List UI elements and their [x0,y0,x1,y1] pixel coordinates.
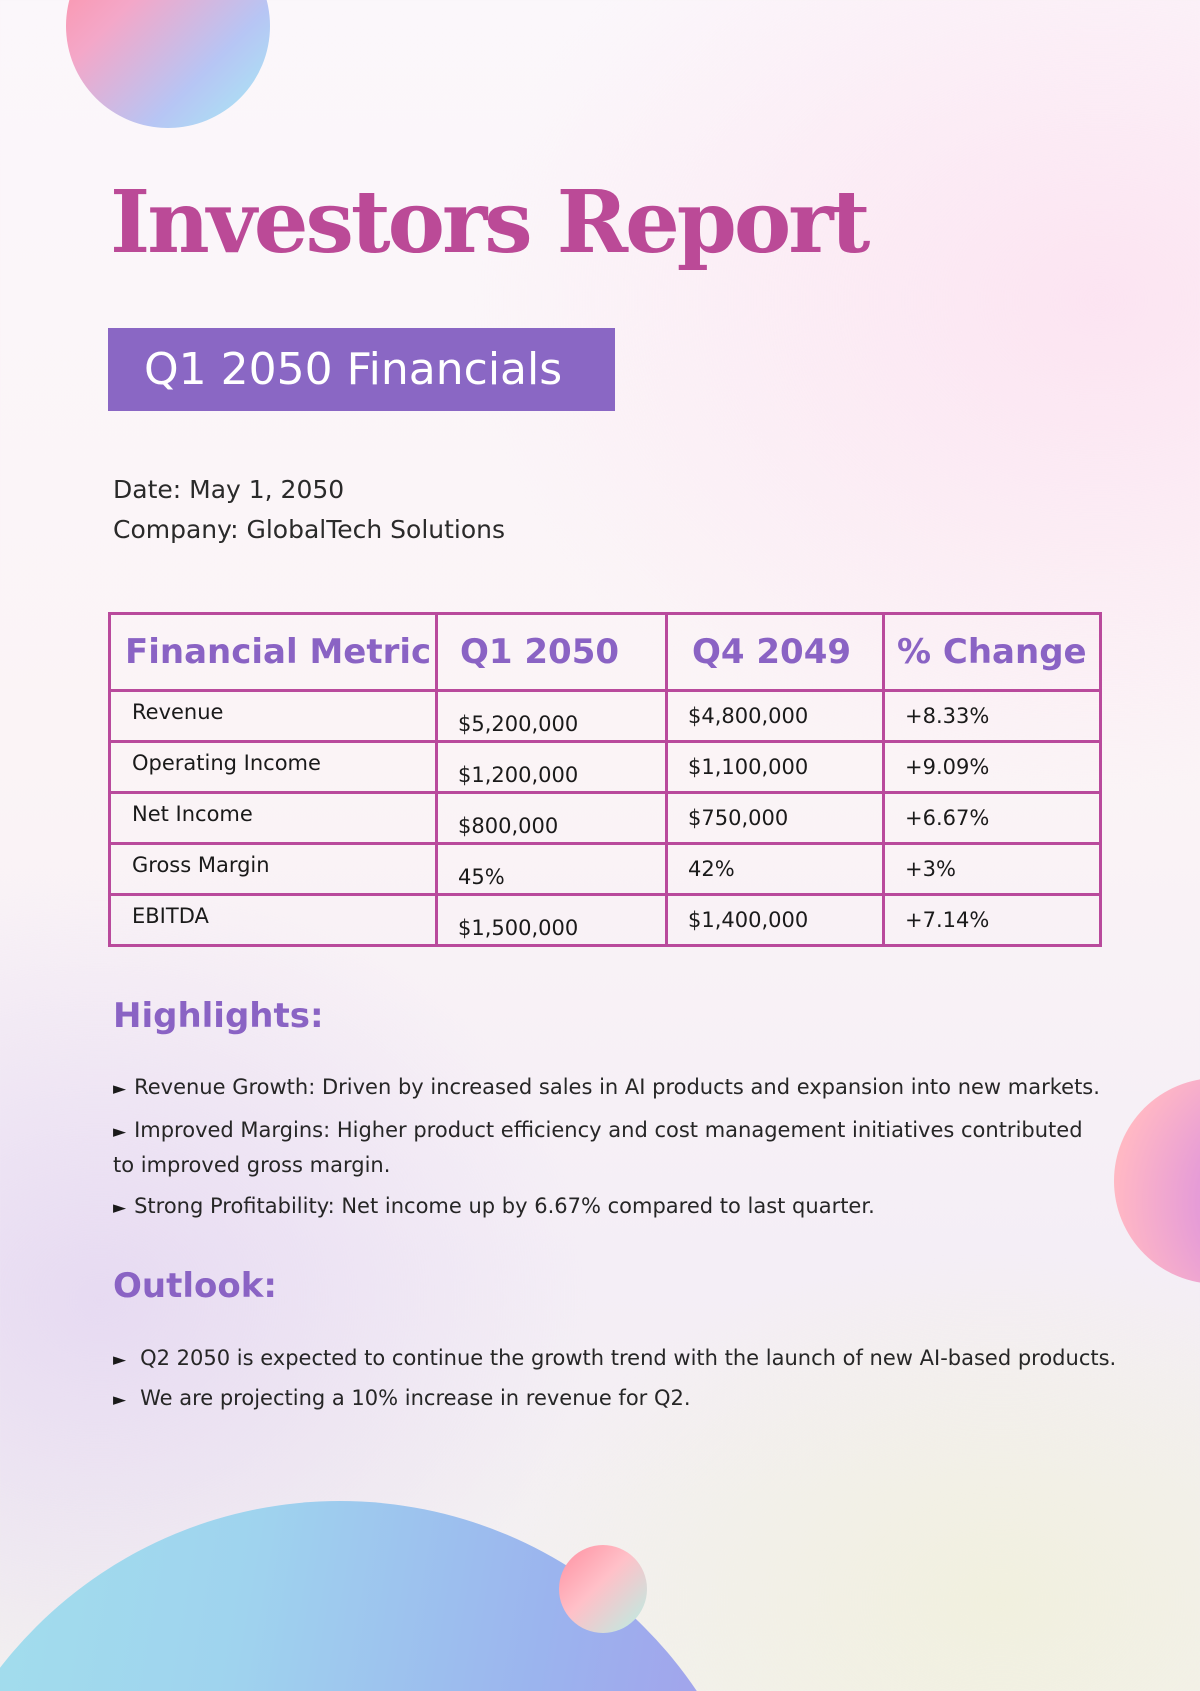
bullet-arrow-icon: ► [113,1079,127,1099]
cell-metric: Operating Income [110,742,437,793]
header-q4-2049: Q4 2049 [667,614,884,691]
list-item [113,1342,1143,1377]
cell-metric: Revenue [110,691,437,742]
decorative-orb-bottom-small [559,1545,647,1633]
outlook-list [113,1342,1143,1422]
cell-q1-2050: $1,200,000 [437,742,667,793]
report-meta [113,470,505,550]
list-item-text: We are projecting a 10% increase in revenue for Q2. [140,1386,691,1410]
bullet-arrow-icon: ► [113,1350,127,1370]
cell-q4-2049: 42% [667,844,884,895]
table-row [110,844,1101,895]
report-company: Company: GlobalTech Solutions [113,515,506,544]
subtitle-text: Q1 2050 Financials [144,344,563,395]
cell-q1-2050: $1,500,000 [437,895,667,946]
cell-metric: EBITDA [110,895,437,946]
cell-q1-2050: $800,000 [437,793,667,844]
list-item [113,1382,1143,1417]
cell-change: +7.14% [884,895,1101,946]
list-item-text: Revenue Growth: Driven by increased sales in AI products and expansion into new markets. [134,1075,1100,1099]
bullet-arrow-icon: ► [113,1198,127,1218]
cell-change: +3% [884,844,1101,895]
list-item-text: Strong Profitability: Net income up by 6.67% compared to last quarter. [134,1194,875,1218]
table-row [110,793,1101,844]
list-item [113,1114,1103,1182]
list-item [113,1071,1103,1106]
cell-metric: Net Income [110,793,437,844]
cell-change: +8.33% [884,691,1101,742]
cell-metric: Gross Margin [110,844,437,895]
cell-q4-2049: $750,000 [667,793,884,844]
list-item-text: Improved Margins: Higher product efficiency and cost management initiatives contributed to improved gross margin. [113,1118,1083,1177]
list-item [113,1190,1103,1225]
decorative-orb-bottom-large [0,1501,770,1691]
table-row [110,742,1101,793]
table-row [110,691,1101,742]
bullet-arrow-icon: ► [113,1390,127,1410]
header-q1-2050: Q1 2050 [437,614,667,691]
cell-q4-2049: $4,800,000 [667,691,884,742]
subtitle-banner [108,328,615,411]
header-percent-change: % Change [884,614,1101,691]
cell-q4-2049: $1,100,000 [667,742,884,793]
cell-change: +6.67% [884,793,1101,844]
page-title: Investors Report [110,172,868,273]
table-row [110,895,1101,946]
decorative-orb-right [1114,1078,1200,1284]
cell-q4-2049: $1,400,000 [667,895,884,946]
outlook-heading: Outlook: [113,1266,277,1306]
table-header-row [110,614,1101,691]
highlights-list [113,1071,1103,1233]
list-item-text: Q2 2050 is expected to continue the growth trend with the launch of new AI-based products. [140,1346,1117,1370]
highlights-heading: Highlights: [113,996,324,1036]
bullet-arrow-icon: ► [113,1122,127,1142]
header-financial-metric: Financial Metric [110,614,437,691]
financial-table [108,612,1102,947]
report-date: Date: May 1, 2050 [113,475,345,504]
cell-change: +9.09% [884,742,1101,793]
decorative-orb-top [66,0,270,128]
cell-q1-2050: 45% [437,844,667,895]
cell-q1-2050: $5,200,000 [437,691,667,742]
